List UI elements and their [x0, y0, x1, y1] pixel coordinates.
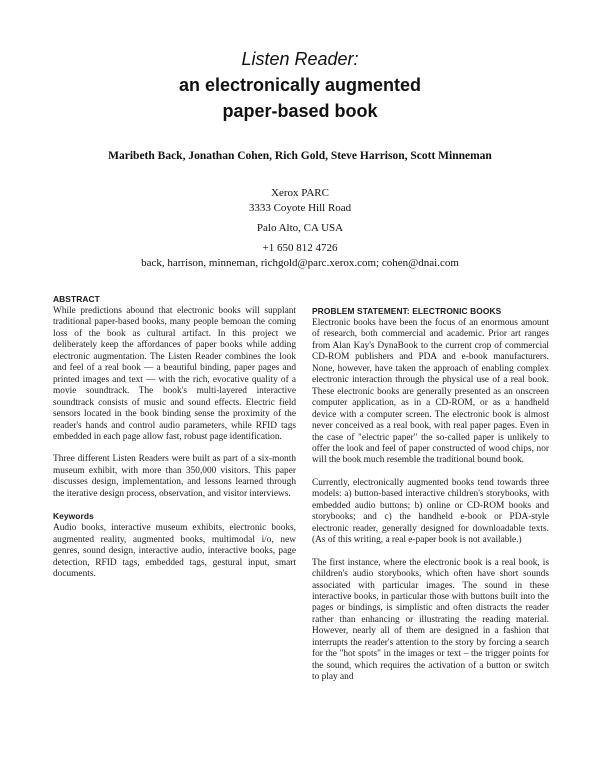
- abstract-paragraph-1: While predictions abound that electronic books will supplant traditional paper-based books, many people bemoan the coming loss of the book as cultural artifact. In this project we deliberately keep the affordances of paper books while adding electronic augmentation. The Listen Reader combines the look and feel of a real book — a beautiful binding, paper pages and printed images and text — with the rich, evocative quality of a movie soundtrack. The book's multi-layered interactive soundtrack consists of music and sound effects. Electric field sensors located in the book binding sense the proximity of the reader's hands and control audio parameters, while RFID tags embedded in each page allow fast, robust page identification.: [53, 306, 296, 442]
- affiliation-emails: back, harrison, minneman, richgold@parc.xerox.com; cohen@dnai.com: [141, 257, 459, 269]
- problem-paragraph-3: The first instance, where the electronic book is a real book, is children's audio storybooks, which often have short sounds associated with particular images. The sound in these interactive books, in particular those with buttons built into the pages or bindings, is simplistic and often distracts the reader rather than enhancing or illustrating the reading material. However, nearly all of them are designed in a fashion that interrupts the reader's attention to the story by forcing a search for the "hot spots" in the images or text – the trigger points for the sound, which requires the activation of a button or switch to play and: [312, 557, 549, 683]
- title-subtitle-line2: paper-based book: [222, 101, 378, 121]
- affiliation-phone: +1 650 812 4726: [262, 242, 338, 254]
- keywords-text: Audio books, interactive museum exhibits, electronic books, augmented reality, augmented books, multimodal i/o, new genres, sound design, interactive audio, interactive books, page detection, RFID tags, embedded tags, gestural input, smart documents.: [53, 523, 296, 580]
- affiliation-block: [0, 186, 600, 271]
- affiliation-city: Palo Alto, CA USA: [256, 222, 344, 234]
- abstract-paragraph-2: Three different Listen Readers were built as part of a six-month museum exhibit, with more than 350,000 visitors. This paper discusses design, implementation, and lessons learned through the iterative design process, observation, and visitor interviews.: [53, 454, 296, 499]
- problem-paragraph-2: Currently, electronically augmented books tend towards three models: a) button-based interactive children's storybooks, with embedded audio buttons; b) online or CD-ROM books and storybooks; and c) the handheld e-book or PDA-style electronic reader, generally designed for downloadable texts. (As of this writing, a real e-paper book is not available.): [312, 477, 549, 546]
- affiliation-street: 3333 Coyote Hill Road: [248, 202, 352, 214]
- author-list: Maribeth Back, Jonathan Cohen, Rich Gold, Steve Harrison, Scott Minneman: [108, 150, 492, 162]
- abstract-heading: ABSTRACT: [53, 294, 100, 304]
- title-block: [0, 46, 600, 124]
- right-column: [312, 306, 549, 684]
- affiliation-org: Xerox PARC: [271, 187, 329, 199]
- problem-paragraph-1: Electronic books have been the focus of an enormous amount of research, both commercial and academic. Prior art ranges from Alan Kay's DynaBook to the current crop of commercial CD-ROM publishers and PDA and e-book manufacturers. None, however, have taken the approach of enabling complex electronic interaction through the physical use of a real book. These electronic books are generally presented as an onscreen computer application, as in a CD-ROM, or as a handheld device with a computer screen. The electronic book is almost never conceived as a real book, with real paper pages. Even in the case of "electric paper" the so-called paper is unlikely to offer the look and feel of paper constructed of wood chips, nor will the book much resemble the traditional bound book.: [312, 318, 549, 466]
- left-column: [53, 294, 296, 581]
- title-main: Listen Reader:: [241, 49, 359, 69]
- title-subtitle-line1: an electronically augmented: [178, 75, 422, 95]
- keywords-heading: Keywords: [53, 511, 94, 522]
- problem-statement-heading: PROBLEM STATEMENT: ELECTRONIC BOOKS: [312, 306, 502, 316]
